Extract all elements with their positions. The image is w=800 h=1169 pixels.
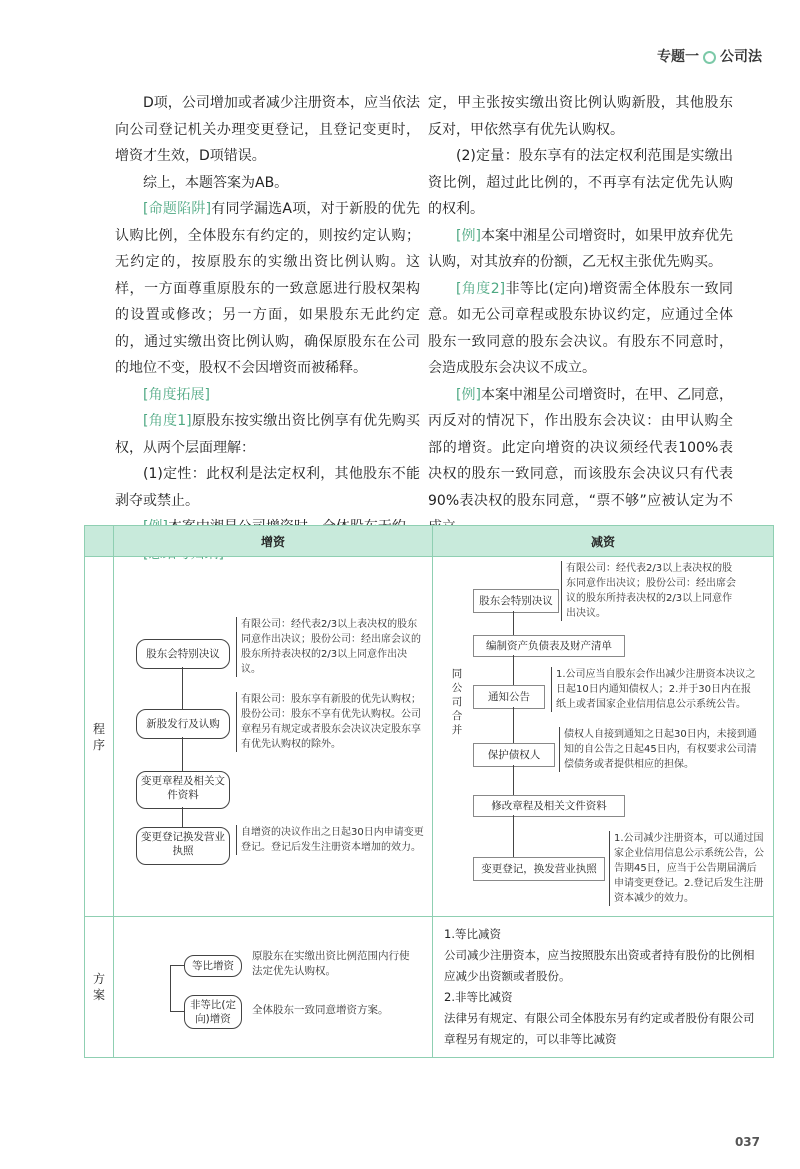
paragraph-text: 有同学漏选A项，对于新股的优先认购比例，全体股东有约定的，则按约定认购；无约定的，按原股东的实缴出资比例认购。这样，一方面尊重原股东的一致意愿进行股权架构的设置或修改；另一方面，如果股东无此约定的，通过实缴出资比例认购，确保原股东在公司的地位不变，股权不会因增资而被稀释。	[115, 201, 420, 376]
jian-plan-text	[434, 918, 772, 1056]
paragraph-text: 定，甲主张按实缴出资比例认购新股，其他股东反对，甲依然享有优先认购权。	[428, 95, 733, 138]
right-text-column	[428, 90, 733, 541]
paragraph-text: 本案中湘星公司增资时，在甲、乙同意，丙反对的情况下，作出股东会决议：由甲认购全部的增资。此定向增资的决议须经代表100%表决权的股东一致同意，而该股东会决议只有代表90%表决权的股东同意，“票不够”应被认定为不	[428, 386, 733, 509]
jian-note-notice: 1.公司应当自股东会作出减少注册资本决议之日起10日内通知债权人；2.并于30日内在报纸上或者国家企业信用信息公示系统公告。	[551, 667, 756, 712]
jian-step-notice: 通知公告	[473, 685, 545, 709]
paragraph-text: (2)定量：股东享有的法定权利范围是实缴出资比例，超过此比例的，不再享有法定优先认购的权利。	[428, 148, 733, 217]
section-tag: [命题陷阱]	[143, 201, 212, 217]
bracket-line	[170, 965, 184, 966]
flow-arrow	[513, 765, 514, 795]
section-title: 公司法	[720, 49, 762, 65]
paragraph-text: (1)定性：此权利是法定权利，其他股东不能剥夺或禁止。	[115, 466, 420, 509]
section-tag: [例]	[456, 227, 481, 244]
row-label-procedure	[85, 557, 114, 917]
jian-note-meeting: 有限公司：经代表2/3以上表决权的股东同意作出决议；股份公司：经出席会议的股东所持表决权的2/3以上同意作出决议。	[561, 561, 741, 621]
section-tag: [角度1]	[143, 413, 192, 429]
left_column-paragraph	[115, 408, 420, 461]
left_column-paragraph	[115, 90, 420, 170]
bracket-line	[170, 965, 171, 1011]
zeng-step-register: 变更登记换发营业执照	[136, 827, 230, 865]
jian-step-balance: 编制资产负债表及财产清单	[473, 635, 625, 657]
zeng-plan-equal: 等比增资	[184, 955, 242, 977]
zeng-note-register: 自增资的决议作出之日起30日内申请变更登记。登记后发生注册资本增加的效力。	[236, 825, 426, 855]
jian-step-creditors: 保护债权人	[473, 743, 555, 767]
jian-step-register: 变更登记，换发营业执照	[473, 857, 605, 881]
flow-arrow	[182, 737, 183, 771]
zeng-note-meeting: 有限公司：经代表2/3以上表决权的股东同意作出决议；股份公司：经出席会议的股东所持表决权的2/3以上同意作出决议。	[236, 617, 426, 677]
left-text-column	[115, 90, 420, 567]
summary-table	[84, 525, 774, 1058]
jian-note-creditors: 债权人自接到通知之日起30日内，未接到通知的自公告之日起45日内，有权要求公司清偿债务或者提供相应的担保。	[559, 727, 764, 772]
zengzi-procedure-cell	[114, 557, 433, 917]
section-label: 专题一	[657, 49, 699, 65]
zeng-step-issue: 新股发行及认购	[136, 709, 230, 739]
jian-plan-line: 1.等比减资	[444, 927, 501, 941]
row-label-plan	[85, 917, 114, 1058]
corner-cell	[85, 526, 114, 557]
jian-group-label: 同公司合并	[451, 668, 463, 736]
row-label-text: 方案	[93, 972, 106, 1002]
jian-plan-line: 公司减少注册资本，应当按照股东出资或者持有股份的比例相应减少出资额或者股份。	[444, 948, 755, 983]
paragraph-text: 本案中湘星公司增资时，如果甲放弃优先认购，对其放弃的份额，乙无权主张优先购买。	[428, 227, 733, 270]
zeng-plan-equal-note: 原股东在实缴出资比例范围内行使法定优先认购权。	[252, 950, 410, 977]
paragraph-text: D项，公司增加或者减少注册资本，应当依法向公司登记机关办理变更登记，且登记变更时，增资才生效，D项错误。	[115, 95, 420, 164]
zeng-step-meeting: 股东会特别决议	[136, 639, 230, 669]
right_column-paragraph	[428, 90, 733, 143]
flow-arrow	[513, 655, 514, 685]
paragraph-text: 原股东按实缴出资比例享有优先购买权，从两个层面理解：	[115, 413, 420, 456]
header-jianzi: 减资	[433, 526, 774, 557]
jian-note-register: 1.公司减少注册资本，可以通过国家企业信用信息公示系统公告，公告期45日，应当于公告期届满后申请变更登记。2.登记后发生注册资本减少的效力。	[609, 831, 764, 906]
bracket-line	[170, 1011, 184, 1012]
left_column-paragraph	[115, 382, 420, 409]
section-tag: [例]	[456, 386, 481, 403]
zeng-plan-unequal-note: 全体股东一致同意增资方案。	[252, 1004, 389, 1016]
jianzi-plan-cell	[433, 917, 774, 1058]
jianzi-procedure-cell	[433, 557, 774, 917]
zeng-note-issue: 有限公司：股东享有新股的优先认购权；股份公司：股东不享有优先认购权。公司章程另有规定或者股东会决议决定股东享有优先认购权的除外。	[236, 692, 426, 752]
right_column-paragraph	[428, 143, 733, 223]
jian-plan-line: 2.非等比减资	[444, 990, 513, 1004]
row-label-text: 程序	[93, 721, 106, 752]
paragraph-text: 综上，本题答案为AB。	[143, 174, 289, 191]
page-header	[657, 46, 762, 66]
left_column-paragraph	[115, 196, 420, 382]
flow-arrow	[182, 807, 183, 827]
flow-arrow	[513, 707, 514, 743]
right_column-paragraph	[428, 276, 733, 382]
zeng-step-charter: 变更章程及相关文件资料	[136, 771, 230, 809]
flow-arrow	[513, 611, 514, 635]
right_column-paragraph	[428, 382, 733, 541]
left_column-paragraph	[115, 170, 420, 197]
left_column-paragraph	[115, 461, 420, 514]
section-tag: [角度拓展]	[143, 386, 210, 403]
zeng-plan-unequal: 非等比(定向)增资	[184, 995, 242, 1029]
zengzi-plan-cell	[114, 917, 433, 1058]
jian-step-meeting: 股东会特别决议	[473, 589, 559, 613]
header-zengzi: 增资	[114, 526, 433, 557]
circle-icon	[703, 51, 716, 64]
page-number: 037	[734, 1135, 760, 1149]
flow-arrow	[182, 667, 183, 709]
jian-step-charter: 修改章程及相关文件资料	[473, 795, 625, 817]
paragraph-text: 非等比(定向)增资需全体股东一致同意。如无公司章程或股东协议约定，应通过全体股东一致同意的股东会决议。有股东不同意时，会造成股东会决议不成立。	[428, 280, 733, 376]
section-tag: [角度2]	[456, 280, 506, 297]
right_column-paragraph	[428, 223, 733, 276]
flow-arrow	[513, 815, 514, 857]
jian-plan-line: 法律另有规定、有限公司全体股东另有约定或者股份有限公司章程另有规定的，可以非等比减资	[444, 1011, 755, 1046]
